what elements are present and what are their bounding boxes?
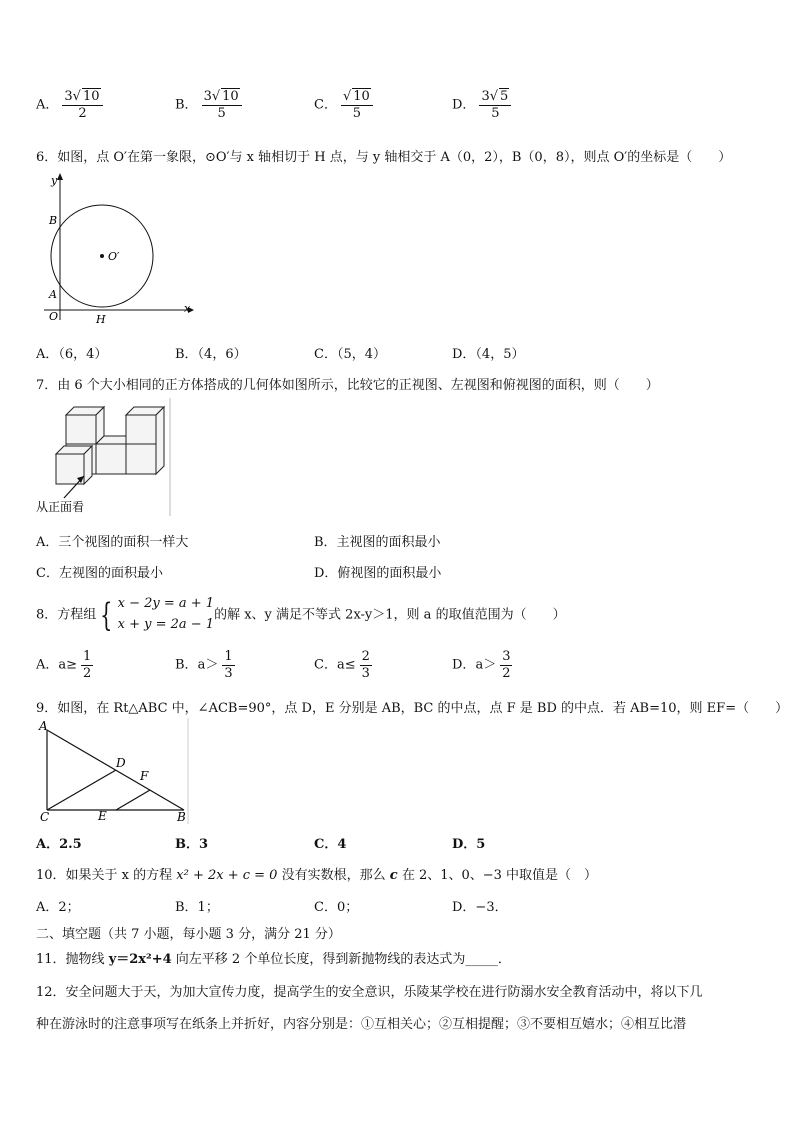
y-label: y [51,174,58,187]
q6-option-a: A．（6，4） [36,347,108,362]
q8-option-a: A．a≥ $\frac{1}{2}$ [36,649,92,681]
q6-option-c: C．（5，4） [314,347,386,362]
q5-option-c: C． $\frac{√ 10}{5}$ [314,90,373,120]
q9-option-a: A．2.5 [36,837,82,852]
q6-option-d: D．（4，5） [452,347,525,362]
q7-stem: 7．由 6 个大小相同的正方体搭成的几何体如图所示，比较它的正视图、左视图和俯视图的面积，则（ ） [36,378,659,393]
q12-line-2: 种在游泳时的注意事项写在纸条上并折好，内容分别是：①互相关心；②互相提醒；③不要相互嬉水；④相互比潜 [36,1017,687,1032]
q7-option-c: C．左视图的面积最小 [36,566,163,581]
q10-option-d: D．−3． [452,900,508,915]
q10-option-b: B．1； [175,900,219,915]
point-h-label: H [96,313,106,326]
view-caption: 从正面看 [36,500,85,514]
q6-stem: 6．如图，点 O′在第一象限，⊙O′与 x 轴相切于 H 点，与 y 轴相交于 A（0，2），B（0，8），则点 O′的坐标是（ ） [36,150,732,165]
equation-system: { x − 2y = a + 1 x + y = 2a − 1 [100,595,215,634]
q7-option-d: D．俯视图的面积最小 [314,566,442,581]
cube-side-face [156,407,164,474]
point-d-label: D [116,756,126,770]
point-e-label: E [98,809,107,823]
section-heading: 二、填空题（共 7 小题，每小题 3 分，满分 21 分） [36,927,341,942]
point-b-label: B [49,214,58,227]
q11-stem: 11．抛物线 y＝2x²+4 向左平移 2 个单位长度，得到新抛物线的表达式为_____． [36,952,511,967]
q6-option-b: B．（4，6） [175,347,247,362]
point-c-label: C [40,810,50,824]
point-f-label: F [140,769,149,783]
cube-front-face [126,444,156,474]
q9-stem: 9．如图，在 Rt△ABC 中，∠ACB=90°，点 D，E 分别是 AB，BC 的中点，点 F 是 BD 的中点．若 AB=10，则 EF=（ ） [36,701,789,716]
origin-label: O [49,310,59,323]
q5-option-a: A． $\frac{3√ 10}{2}$ [36,90,103,120]
q5-option-d: D． $\frac{3√ 5}{5}$ [452,90,511,120]
q7-option-a: A．三个视图的面积一样大 [36,535,189,550]
q7-option-b: B．主视图的面积最小 [314,535,441,550]
q12-line-1: 12．安全问题大于天，为加大宣传力度，提高学生的安全意识，乐陵某学校在进行防溺水安全教育活动中，将以下几 [36,985,703,1000]
q10-option-a: A．2； [36,900,80,915]
segment-ef [116,790,150,810]
y-axis-arrow [57,173,63,180]
q5-option-b: B． $\frac{3√ 10}{5}$ [175,90,242,120]
point-b-label: B [177,810,186,824]
cube-front-face [66,415,96,444]
q7-figure [36,398,176,516]
q8-option-c: C．a≤ $\frac{2}{3}$ [314,649,370,681]
segment-cd [47,770,116,810]
q8-option-d: D．a＞ $\frac{3}{2}$ [452,649,511,681]
q9-option-d: D．5 [452,837,486,852]
q9-option-c: C．4 [314,837,347,852]
q10-stem: 10．如果关于 x 的方程 x² + 2x + c = 0 没有实数根，那么 c 在 2、1、0、−3 中取值是（ ） [36,868,598,883]
cube-front-face [126,415,156,444]
point-a-label: A [39,719,48,733]
center-point [100,254,104,258]
center-label: O′ [108,250,120,263]
q9-option-b: B．3 [175,837,209,852]
x-label: x [184,302,191,315]
q9-figure [36,718,196,824]
point-a-label: A [49,288,57,301]
cube-front-face [96,444,126,474]
q8-stem: 8．方程组 { x − 2y = a + 1 x + y = 2a − 1 的解 x、y 满足不等式 2x-y＞1，则 a 的取值范围为（ ） [36,595,566,634]
q6-figure [36,170,196,330]
q10-option-c: C．0； [314,900,359,915]
q8-option-b: B．a＞ $\frac{1}{3}$ [175,649,233,681]
